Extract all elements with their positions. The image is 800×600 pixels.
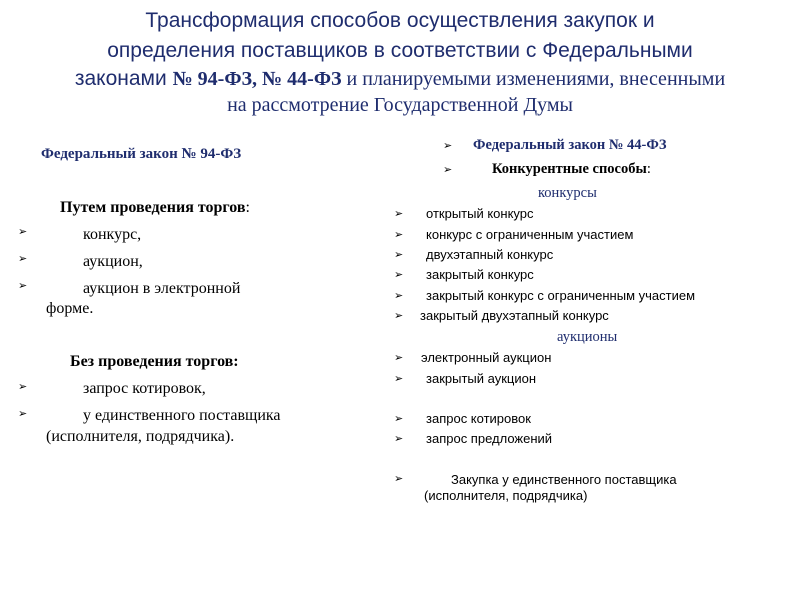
title-line-2: определения поставщиков в соответствии с Федеральными [107, 39, 693, 62]
checkmark-arrow-icon: ➢ [18, 380, 28, 393]
checkmark-arrow-icon: ➢ [394, 351, 404, 364]
checkmark-arrow-icon: ➢ [394, 372, 404, 385]
checkmark-arrow-icon: ➢ [394, 289, 404, 302]
left-without-tenders-label: Без проведения торгов: [70, 353, 239, 370]
checkmark-arrow-icon: ➢ [394, 228, 404, 241]
right-heading: Федеральный закон № 44-ФЗ [473, 137, 667, 153]
left-item-contest: конкурс, [83, 226, 142, 243]
slide-title [0, 6, 800, 118]
right-contest-closed-two-stage: закрытый двухэтапный конкурс [420, 308, 609, 323]
competitive-label-colon: : [646, 161, 651, 177]
checkmark-arrow-icon: ➢ [18, 279, 28, 292]
left-item-single-supplier-line-1: у единственного поставщика [83, 407, 281, 424]
left-with-tenders-label [60, 199, 250, 217]
left-item-single-supplier-line-2: (исполнителя, подрядчика). [46, 428, 235, 445]
left-heading: Федеральный закон № 94-ФЗ [41, 146, 242, 162]
checkmark-arrow-icon: ➢ [394, 248, 404, 261]
right-contests-label: конкурсы [538, 185, 597, 201]
title-line-3 [0, 66, 800, 92]
right-contest-open: открытый конкурс [426, 206, 534, 221]
with-tenders-label-text: Путем проведения торгов [60, 199, 246, 216]
checkmark-arrow-icon: ➢ [394, 432, 404, 445]
left-item-e-auction-line-2: форме. [46, 300, 94, 317]
checkmark-arrow-icon: ➢ [394, 412, 404, 425]
left-item-quotes: запрос котировок, [83, 380, 206, 397]
checkmark-arrow-icon: ➢ [394, 268, 404, 281]
right-auction-closed: закрытый аукцион [426, 371, 537, 386]
left-item-e-auction-line-1: аукцион в электронной [83, 280, 241, 297]
checkmark-arrow-icon: ➢ [394, 309, 404, 322]
title-line-4: на рассмотрение Государственной Думы [227, 94, 573, 116]
competitive-label-text: Конкурентные способы [492, 161, 647, 177]
checkmark-arrow-icon: ➢ [443, 139, 453, 152]
right-auction-electronic: электронный аукцион [421, 350, 552, 365]
title-line-3-rest: и планируемыми изменениями, внесенными [341, 68, 726, 90]
right-contest-limited: конкурс с ограниченным участием [426, 227, 634, 242]
checkmark-arrow-icon: ➢ [18, 225, 28, 238]
checkmark-arrow-icon: ➢ [394, 472, 404, 485]
title-line-3-start: законами [74, 67, 173, 90]
title-line-1: Трансформация способов осуществления закупок и [145, 9, 655, 32]
checkmark-arrow-icon: ➢ [443, 163, 453, 176]
right-competitive-label [492, 161, 651, 178]
right-auctions-label: аукционы [557, 329, 618, 345]
right-contest-closed: закрытый конкурс [426, 267, 534, 282]
right-request-proposals: запрос предложений [426, 431, 553, 446]
left-item-auction: аукцион, [83, 253, 143, 270]
right-contest-two-stage: двухэтапный конкурс [426, 247, 554, 262]
checkmark-arrow-icon: ➢ [18, 407, 28, 420]
right-single-supplier-line-2: (исполнителя, подрядчика) [424, 488, 588, 503]
right-single-supplier-line-1: Закупка у единственного поставщика [451, 472, 677, 487]
checkmark-arrow-icon: ➢ [394, 207, 404, 220]
with-tenders-label-colon: : [245, 199, 250, 216]
checkmark-arrow-icon: ➢ [18, 252, 28, 265]
right-contest-closed-limited: закрытый конкурс с ограниченным участием [426, 288, 696, 303]
title-line-3-laws: № 94-ФЗ, № 44-ФЗ [172, 68, 342, 90]
right-request-quotes: запрос котировок [426, 411, 531, 426]
